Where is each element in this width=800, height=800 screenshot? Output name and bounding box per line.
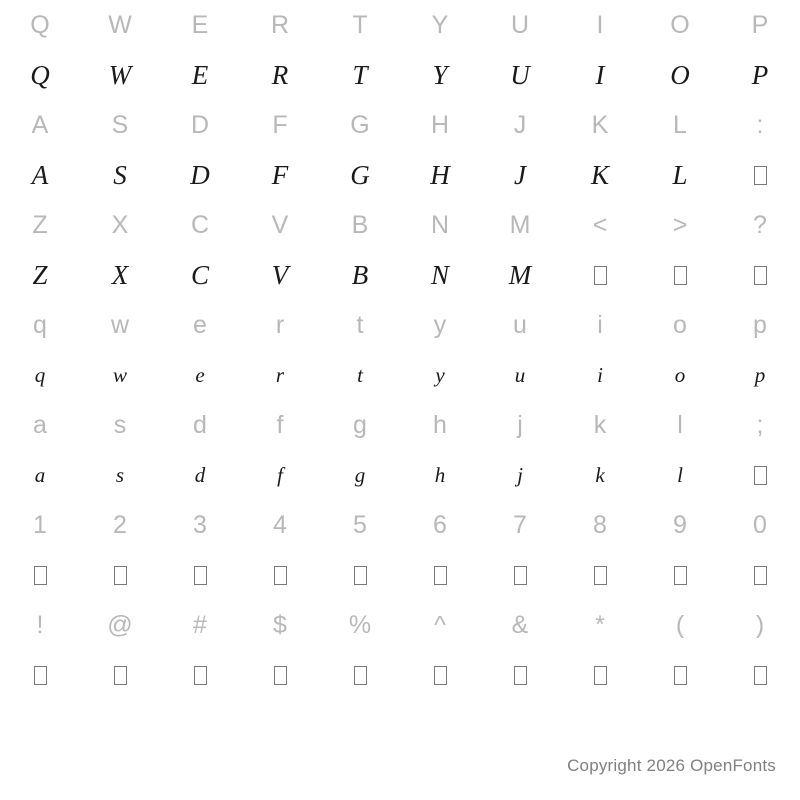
key-label: M: [509, 210, 531, 239]
glyph-sample: M: [508, 259, 532, 290]
missing-glyph-box: [674, 266, 687, 285]
glyph-sample: s: [115, 462, 125, 487]
glyph-sample: d: [194, 462, 206, 487]
key-label: N: [430, 210, 450, 239]
missing-glyph-box: [754, 566, 767, 585]
glyph-sample: h: [434, 462, 446, 487]
missing-glyph-box: [34, 566, 47, 585]
missing-glyph-box: [354, 566, 367, 585]
key-label: !: [36, 610, 44, 639]
glyph-sample: j: [517, 462, 523, 487]
glyph-sample: u: [514, 362, 526, 387]
glyph-sample: R: [271, 59, 289, 90]
glyph-sample: W: [108, 59, 132, 90]
glyph-sample: [720, 650, 800, 700]
glyph-sample: [80, 550, 160, 600]
glyph-sample: Q: [30, 59, 50, 90]
key-label: a: [33, 410, 47, 439]
glyph-sample: [640, 250, 720, 300]
glyph-sample: o: [674, 362, 686, 387]
glyph-sample: E: [191, 59, 209, 90]
missing-glyph-box: [594, 666, 607, 685]
glyph-sample: [80, 650, 160, 700]
key-label: W: [108, 10, 132, 39]
missing-glyph-box: [114, 566, 127, 585]
key-label: ): [755, 610, 765, 639]
missing-glyph-box: [674, 566, 687, 585]
key-label: o: [673, 310, 687, 339]
missing-glyph-box: [594, 266, 607, 285]
key-label: R: [270, 10, 290, 39]
key-label: ?: [753, 210, 767, 239]
key-label: s: [113, 410, 127, 439]
glyph-sample: [320, 650, 400, 700]
key-label: >: [672, 210, 688, 239]
glyph-sample: [320, 550, 400, 600]
glyph-sample: O: [670, 59, 690, 90]
key-label: I: [596, 10, 604, 39]
glyph-sample: [560, 250, 640, 300]
key-label: G: [350, 110, 370, 139]
glyph-sample: y: [435, 362, 445, 387]
key-label: f: [276, 410, 284, 439]
key-label: j: [517, 410, 523, 439]
glyph-sample: i: [597, 362, 603, 387]
key-label: 2: [113, 510, 127, 539]
missing-glyph-box: [274, 666, 287, 685]
glyph-sample: F: [271, 159, 289, 190]
glyph-sample: [720, 150, 800, 200]
key-label: g: [353, 410, 367, 439]
key-label: T: [352, 10, 368, 39]
glyph-sample: [480, 550, 560, 600]
key-label: U: [510, 10, 530, 39]
key-label: p: [753, 310, 767, 339]
glyph-sample: Z: [32, 259, 48, 290]
key-label: h: [433, 410, 447, 439]
glyph-sample: [560, 650, 640, 700]
missing-glyph-box: [754, 266, 767, 285]
key-label: J: [513, 110, 527, 139]
key-label: t: [356, 310, 364, 339]
missing-glyph-box: [434, 566, 447, 585]
key-label: K: [591, 110, 609, 139]
glyph-sample: [240, 550, 320, 600]
key-label: u: [513, 310, 527, 339]
key-label: B: [351, 210, 369, 239]
glyph-sample: [720, 550, 800, 600]
glyph-sample: P: [751, 59, 769, 90]
key-label: &: [511, 610, 529, 639]
key-label: q: [33, 310, 47, 339]
missing-glyph-box: [274, 566, 287, 585]
key-label: ;: [756, 410, 764, 439]
missing-glyph-box: [754, 666, 767, 685]
key-label: d: [193, 410, 207, 439]
missing-glyph-box: [34, 666, 47, 685]
glyph-sample: t: [357, 362, 363, 387]
glyph-sample: S: [113, 159, 127, 190]
glyph-sample: Y: [432, 59, 448, 90]
key-label: D: [190, 110, 210, 139]
copyright-notice: Copyright 2026 OpenFonts: [567, 756, 776, 775]
glyph-sample: a: [34, 462, 46, 487]
key-label: P: [751, 10, 769, 39]
key-label: y: [433, 310, 447, 339]
glyph-sample: [160, 550, 240, 600]
glyph-sample: [560, 550, 640, 600]
missing-glyph-box: [514, 566, 527, 585]
glyph-sample: [640, 650, 720, 700]
glyph-sample: q: [34, 362, 46, 387]
missing-glyph-box: [194, 666, 207, 685]
key-label: e: [193, 310, 207, 339]
missing-glyph-box: [754, 466, 767, 485]
glyph-sample: [480, 650, 560, 700]
glyph-sample: B: [351, 259, 369, 290]
key-label: S: [111, 110, 129, 139]
key-label: X: [111, 210, 129, 239]
glyph-sample: N: [430, 259, 449, 290]
key-label: 5: [353, 510, 367, 539]
key-label: #: [193, 610, 207, 639]
key-label: F: [272, 110, 288, 139]
key-label: Q: [30, 10, 50, 39]
missing-glyph-box: [354, 666, 367, 685]
key-label: H: [430, 110, 450, 139]
glyph-sample: L: [672, 159, 688, 190]
key-label: Y: [431, 10, 449, 39]
missing-glyph-box: [594, 566, 607, 585]
key-label: 1: [33, 510, 47, 539]
glyph-sample: w: [112, 362, 127, 387]
missing-glyph-box: [114, 666, 127, 685]
missing-glyph-box: [434, 666, 447, 685]
key-label: r: [275, 310, 285, 339]
missing-glyph-box: [514, 666, 527, 685]
key-label: @: [107, 610, 133, 639]
key-label: i: [597, 310, 603, 339]
key-label: %: [348, 610, 372, 639]
key-label: (: [675, 610, 685, 639]
glyph-sample: k: [595, 462, 605, 487]
key-label: w: [110, 310, 130, 339]
key-label: 4: [273, 510, 287, 539]
glyph-sample: T: [352, 59, 368, 90]
glyph-sample: V: [271, 259, 289, 290]
glyph-sample: g: [354, 462, 366, 487]
glyph-sample: I: [595, 59, 605, 90]
missing-glyph-box: [674, 666, 687, 685]
glyph-sample: J: [514, 159, 526, 190]
key-label: L: [673, 110, 687, 139]
glyph-sample: C: [190, 259, 209, 290]
glyph-sample: [0, 650, 80, 700]
key-label: *: [595, 610, 605, 639]
glyph-sample: l: [677, 462, 683, 487]
glyph-sample: X: [111, 259, 129, 290]
glyph-sample: [640, 550, 720, 600]
glyph-sample: p: [754, 362, 766, 387]
glyph-sample: f: [277, 462, 283, 487]
key-label: Z: [32, 210, 48, 239]
glyph-sample: [160, 650, 240, 700]
glyph-sample: [400, 650, 480, 700]
key-label: 7: [513, 510, 527, 539]
key-label: 8: [593, 510, 607, 539]
glyph-sample: H: [430, 159, 450, 190]
glyph-sample: e: [195, 362, 205, 387]
key-label: $: [273, 610, 287, 639]
glyph-sample: r: [275, 362, 285, 387]
glyph-sample: A: [31, 159, 49, 190]
key-label: A: [31, 110, 49, 139]
key-label: 3: [193, 510, 207, 539]
glyph-sample: [240, 650, 320, 700]
key-label: C: [190, 210, 210, 239]
missing-glyph-box: [194, 566, 207, 585]
glyph-sample: [720, 250, 800, 300]
glyph-sample: [720, 450, 800, 500]
key-label: l: [677, 410, 683, 439]
key-label: <: [592, 210, 608, 239]
key-label: E: [191, 10, 209, 39]
key-label: 0: [753, 510, 767, 539]
missing-glyph-box: [754, 166, 767, 185]
key-label: 6: [433, 510, 447, 539]
glyph-sample: [400, 550, 480, 600]
glyph-sample: K: [590, 159, 609, 190]
glyph-sample: [0, 550, 80, 600]
glyph-sample: D: [190, 159, 210, 190]
key-label: 9: [673, 510, 687, 539]
key-label: O: [670, 10, 690, 39]
glyph-sample: U: [510, 59, 530, 90]
key-label: k: [593, 410, 607, 439]
key-label: :: [756, 110, 764, 139]
key-label: V: [271, 210, 289, 239]
key-label: ^: [434, 610, 446, 639]
glyph-sample: G: [350, 159, 370, 190]
